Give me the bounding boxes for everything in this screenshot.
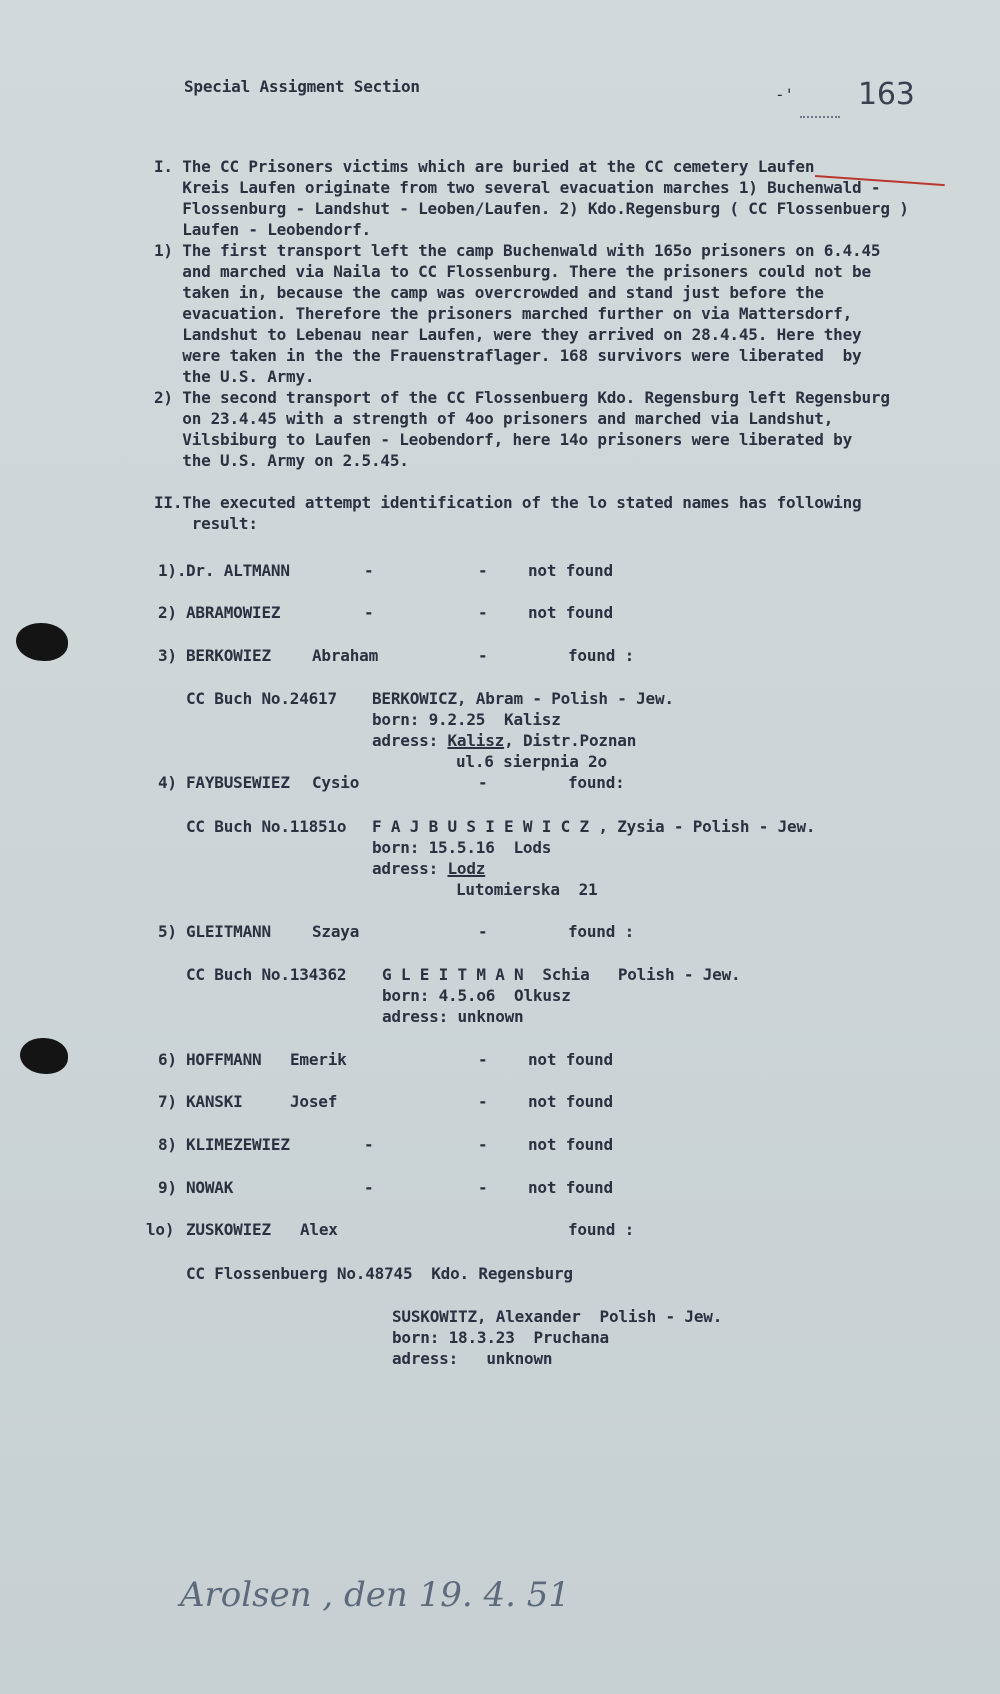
fajbusiewicz-ref: CC Buch No.11851o (186, 817, 347, 836)
adress-label: adress: (372, 731, 448, 750)
adress-city: Kalisz (447, 731, 505, 750)
row-result: not found (528, 1050, 613, 1069)
row-dash-2: - (478, 646, 488, 665)
row-name: NOWAK (186, 1178, 234, 1197)
row-first-name: Abraham (312, 646, 379, 665)
adress-city: Lodz (447, 859, 486, 878)
punch-hole-bottom (20, 1038, 68, 1074)
row-number: 1). (158, 561, 187, 580)
page-number-dots (800, 116, 840, 118)
row-dash-2: - (478, 1050, 488, 1069)
row-result: found : (568, 1220, 635, 1239)
item1-line-1: 1) The first transport left the camp Buchenwald with 165o prisoners on 6.4.45 (154, 241, 881, 260)
row-dash-1: - (364, 561, 374, 580)
row-dash-2: - (478, 1092, 488, 1111)
row-dash-2: - (478, 1178, 488, 1197)
row-number: 7) (158, 1092, 177, 1111)
item2-line-1: 2) The second transport of the CC Flossenbuerg Kdo. Regensburg left Regensburg (154, 388, 890, 407)
row-number: 3) (158, 646, 177, 665)
gleitman-adress: adress: unknown (382, 1007, 524, 1026)
item1-line-2: and marched via Naila to CC Flossenburg. There the prisoners could not be (154, 262, 871, 281)
item2-line-3: Vilsbiburg to Laufen - Leobendorf, here 14o prisoners were liberated by (154, 430, 853, 449)
handwritten-place-date: Arolsen , den 19. 4. 51 (180, 1575, 571, 1615)
berkowicz-name: BERKOWICZ, Abram - Polish - Jew. (372, 689, 674, 708)
row-dash-2: - (478, 603, 488, 622)
punch-hole-top (16, 623, 68, 661)
fajbusiewicz-born: born: 15.5.16 Lods (372, 838, 552, 857)
row-dash-1: - (364, 603, 374, 622)
row-result: not found (528, 1135, 613, 1154)
gleitman-ref: CC Buch No.134362 (186, 965, 347, 984)
suskowitz-born: born: 18.3.23 Pruchana (392, 1328, 609, 1347)
item2-line-4: the U.S. Army on 2.5.45. (154, 451, 409, 470)
section-title: Special Assigment Section (184, 77, 420, 96)
berkowicz-born: born: 9.2.25 Kalisz (372, 710, 561, 729)
berkowicz-ref: CC Buch No.24617 (186, 689, 337, 708)
row-dash-2: - (478, 1135, 488, 1154)
row-result: found : (568, 922, 635, 941)
part1-line-2: Kreis Laufen originate from two several evacuation marches 1) Buchenwald - (154, 178, 881, 197)
fajbusiewicz-name: F A J B U S I E W I C Z , Zysia - Polish - Jew. (372, 817, 816, 836)
part2-line-2: result: (154, 514, 258, 533)
fajbusiewicz-adress (372, 858, 485, 879)
fajbusiewicz-street: Lutomierska 21 (456, 880, 598, 899)
row-dash-1: - (364, 1135, 374, 1154)
row-dash-2: - (478, 561, 488, 580)
item1-line-4: evacuation. Therefore the prisoners marched further on via Mattersdorf, (154, 304, 853, 323)
row-name: BERKOWIEZ (186, 646, 271, 665)
row-first-name: Alex (300, 1220, 338, 1239)
row-result: not found (528, 1092, 613, 1111)
part1-line-3: Flossenburg - Landshut - Leoben/Laufen. 2) Kdo.Regensburg ( CC Flossenbuerg ) (154, 199, 909, 218)
adress-label: adress: (372, 859, 448, 878)
row-number: 6) (158, 1050, 177, 1069)
item2-line-2: on 23.4.45 with a strength of 4oo prisoners and marched via Landshut, (154, 409, 834, 428)
row-first-name: Szaya (312, 922, 360, 941)
row-name: GLEITMANN (186, 922, 271, 941)
row-dash-2: - (478, 773, 488, 792)
berkowicz-street: ul.6 sierpnia 2o (456, 752, 607, 771)
item1-line-6: were taken in the the Frauenstraflager. 168 survivors were liberated by (154, 346, 862, 365)
page-number: 163 (858, 77, 915, 112)
row-name: FAYBUSEWIEZ (186, 773, 290, 792)
row-first-name: Emerik (290, 1050, 347, 1069)
gleitman-born: born: 4.5.o6 Olkusz (382, 986, 571, 1005)
part1-line-1: I. The CC Prisoners victims which are buried at the CC cemetery Laufen (154, 157, 815, 176)
item1-line-7: the U.S. Army. (154, 367, 315, 386)
row-number: lo) (146, 1220, 175, 1239)
row-name: Dr. ALTMANN (186, 561, 290, 580)
row-name: KANSKI (186, 1092, 243, 1111)
row-dash-1: - (364, 1178, 374, 1197)
row-number: 2) (158, 603, 177, 622)
adress-rest: , Distr.Poznan (504, 731, 637, 750)
part1-line-4: Laufen - Leobendorf. (154, 220, 371, 239)
row-result: found: (568, 773, 625, 792)
row-number: 9) (158, 1178, 177, 1197)
berkowicz-adress (372, 730, 636, 751)
row-number: 8) (158, 1135, 177, 1154)
row-result: found : (568, 646, 635, 665)
row-number: 4) (158, 773, 177, 792)
row-first-name: Josef (290, 1092, 338, 1111)
row-result: not found (528, 1178, 613, 1197)
row-number: 5) (158, 922, 177, 941)
gleitman-name: G L E I T M A N Schia Polish - Jew. (382, 965, 741, 984)
row-first-name: Cysio (312, 773, 360, 792)
row-result: not found (528, 603, 613, 622)
row-name: KLIMEZEWIEZ (186, 1135, 290, 1154)
item1-line-5: Landshut to Lebenau near Laufen, were they arrived on 28.4.45. Here they (154, 325, 862, 344)
row-result: not found (528, 561, 613, 580)
item1-line-3: taken in, because the camp was overcrowded and stand just before the (154, 283, 824, 302)
row-name: ZUSKOWIEZ (186, 1220, 271, 1239)
suskowitz-adress: adress: unknown (392, 1349, 553, 1368)
row-dash-2: - (478, 922, 488, 941)
suskowitz-ref: CC Flossenbuerg No.48745 Kdo. Regensburg (186, 1264, 573, 1283)
suskowitz-name: SUSKOWITZ, Alexander Polish - Jew. (392, 1307, 723, 1326)
part2-line-1: II.The executed attempt identification of the lo stated names has following (154, 493, 862, 512)
row-name: ABRAMOWIEZ (186, 603, 281, 622)
page-prefix: -' (775, 85, 794, 104)
row-name: HOFFMANN (186, 1050, 262, 1069)
